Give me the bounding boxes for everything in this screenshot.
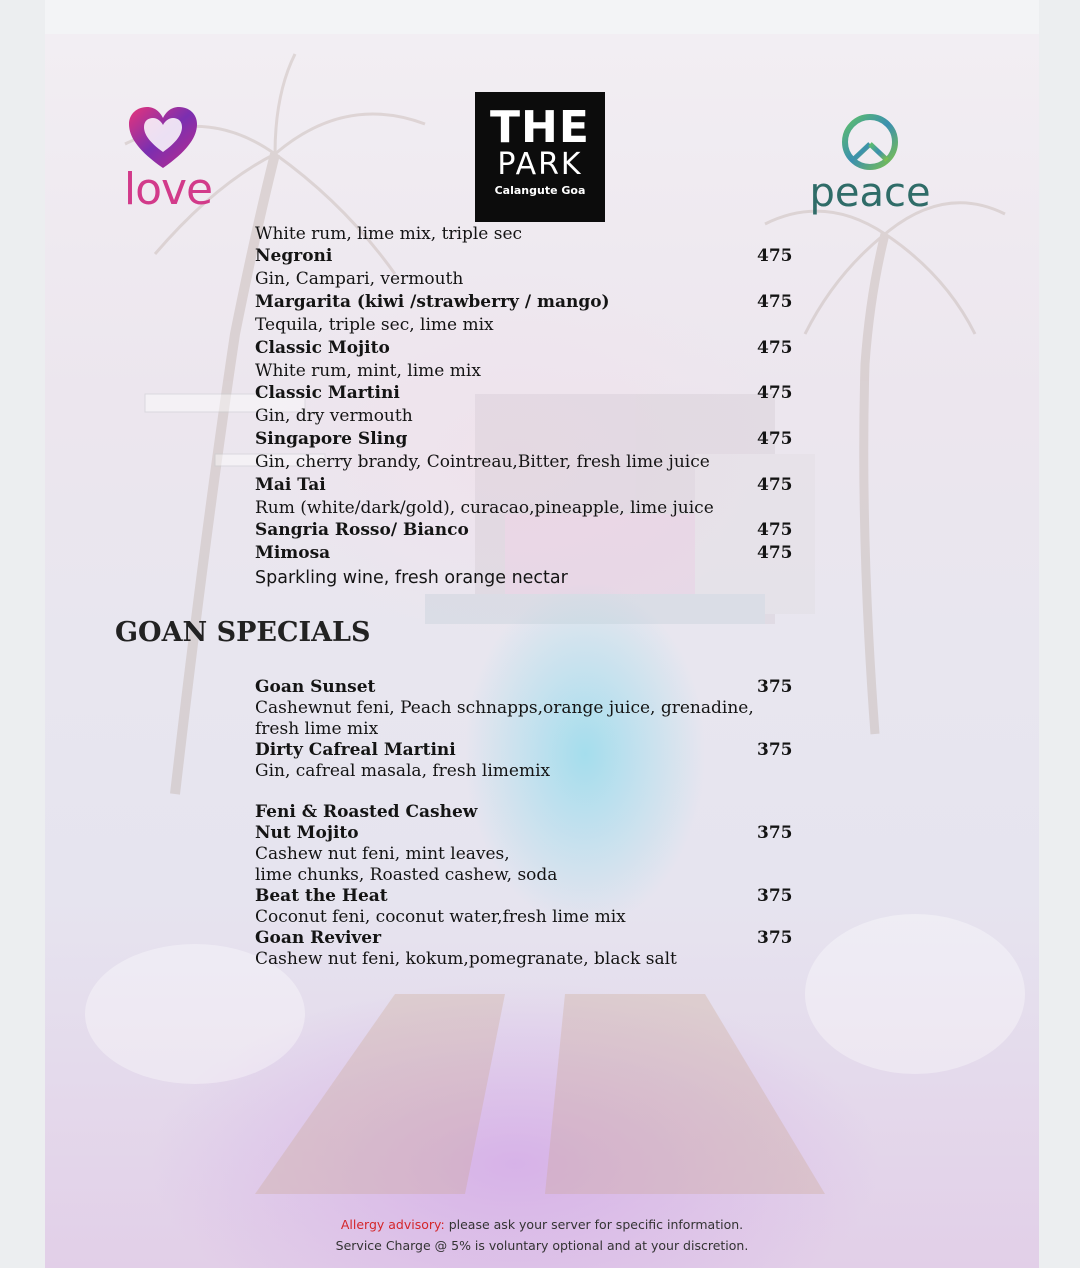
logo-line-park: PARK: [497, 147, 583, 182]
item-desc: fresh lime mix: [255, 719, 379, 739]
item-name: Beat the Heat: [255, 886, 388, 906]
item-name: Feni & Roasted Cashew: [255, 802, 478, 822]
item-name: Goan Sunset: [255, 677, 376, 697]
item-name: Classic Martini: [255, 383, 400, 403]
peace-text: peace: [809, 170, 931, 216]
item-desc: Coconut feni, coconut water,fresh lime mix: [255, 907, 626, 927]
item-name: Singapore Sling: [255, 429, 408, 449]
allergy-advisory: [45, 1217, 1039, 1232]
item-desc: Tequila, triple sec, lime mix: [255, 315, 494, 335]
service-charge-note: Service Charge @ 5% is voluntary optional and at your discretion.: [335, 1238, 749, 1253]
item-desc: Rum (white/dark/gold), curacao,pineapple, lime juice: [255, 498, 714, 518]
logo-line-the: THE: [490, 102, 590, 153]
item-price: 375: [757, 928, 793, 948]
peace-sign-icon: [840, 112, 900, 174]
item-desc: Gin, dry vermouth: [255, 406, 413, 426]
item-desc: Gin, cafreal masala, fresh limemix: [255, 761, 551, 781]
item-price: 375: [757, 823, 793, 843]
item-desc: Sparkling wine, fresh orange nectar: [255, 568, 568, 588]
allergy-label: Allergy advisory:: [340, 1217, 445, 1232]
menu-page: [45, 34, 1039, 1268]
item-name: Mai Tai: [255, 475, 326, 495]
peace-logo: [805, 112, 935, 222]
love-logo: [113, 106, 223, 216]
item-price: 475: [757, 338, 793, 358]
viewer-top-bar: [45, 0, 1039, 35]
item-desc: lime chunks, Roasted cashew, soda: [255, 865, 558, 885]
item-desc: Cashew nut feni, mint leaves,: [255, 844, 510, 864]
item-desc: Cashew nut feni, kokum,pomegranate, black salt: [255, 949, 677, 969]
section-title: GOAN SPECIALS: [115, 617, 371, 648]
item-desc: Cashewnut feni, Peach schnapps,orange juice, grenadine,: [255, 698, 754, 718]
the-park-logo: [475, 92, 605, 222]
logo-location: Calangute Goa: [494, 184, 586, 197]
item-name: Mimosa: [255, 543, 331, 563]
allergy-text: please ask your server for specific information.: [444, 1217, 744, 1232]
item-price: 375: [757, 886, 793, 906]
item-desc: White rum, lime mix, triple sec: [255, 224, 523, 244]
item-price: 475: [757, 520, 793, 540]
item-price: 475: [757, 429, 793, 449]
item-price: 375: [757, 740, 793, 760]
item-name: Sangria Rosso/ Bianco: [255, 520, 469, 540]
item-price: 475: [757, 543, 793, 563]
love-text: love: [123, 164, 213, 215]
item-name: Dirty Cafreal Martini: [255, 740, 456, 760]
item-price: 475: [757, 383, 793, 403]
item-name: Goan Reviver: [255, 928, 382, 948]
item-name: Margarita (kiwi /strawberry / mango): [255, 292, 610, 312]
item-price: 375: [757, 677, 793, 697]
heart-icon: [127, 106, 199, 170]
item-name: Nut Mojito: [255, 823, 359, 843]
item-desc: Gin, cherry brandy, Cointreau,Bitter, fresh lime juice: [255, 452, 710, 472]
item-name: Negroni: [255, 246, 333, 266]
item-price: 475: [757, 292, 793, 312]
item-desc: Gin, Campari, vermouth: [255, 269, 464, 289]
item-name: Classic Mojito: [255, 338, 390, 358]
item-price: 475: [757, 475, 793, 495]
item-desc: White rum, mint, lime mix: [255, 361, 481, 381]
item-price: 475: [757, 246, 793, 266]
